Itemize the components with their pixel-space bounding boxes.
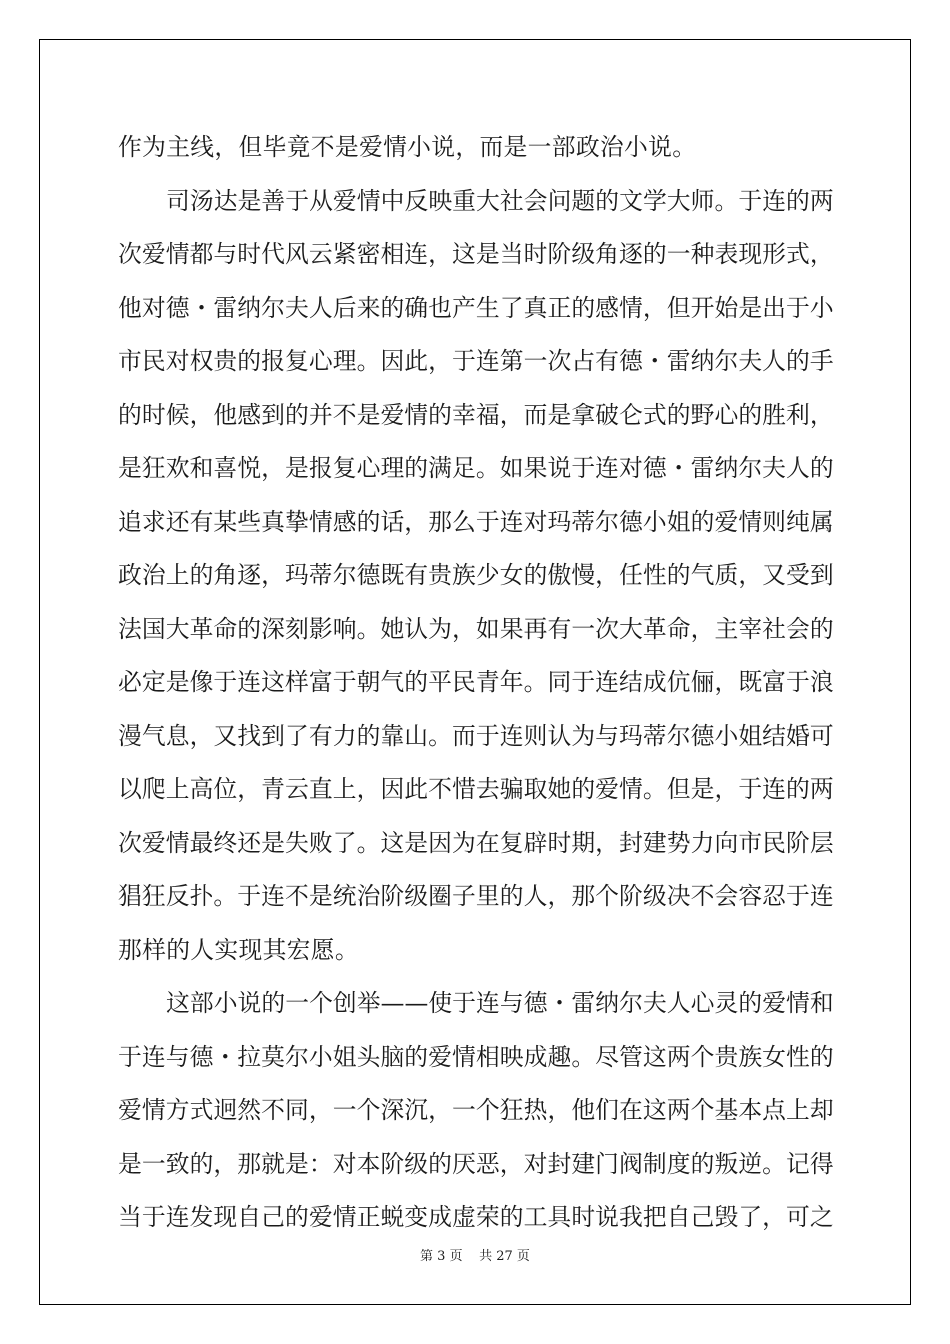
text-line: 次爱情都与时代风云紧密相连，这是当时阶级角逐的一种表现形式， bbox=[118, 240, 834, 268]
text-line: 次爱情最终还是失败了。这是因为在复辟时期，封建势力向市民阶层 bbox=[118, 828, 834, 857]
text-line: 猖狂反扑。于连不是统治阶级圈子里的人，那个阶级决不会容忍于连 bbox=[118, 882, 834, 910]
page-number: 第 3 页 bbox=[420, 1249, 463, 1264]
text-line: 司汤达是善于从爱情中反映重大社会问题的文学大师。于连的两 bbox=[166, 186, 834, 215]
text-line: 的时候，他感到的并不是爱情的幸福，而是拿破仑式的野心的胜利， bbox=[118, 400, 834, 429]
text-line: 是一致的，那就是：对本阶级的厌恶，对封建门阀制度的叛逆。记得 bbox=[118, 1149, 834, 1178]
text-line: 是狂欢和喜悦，是报复心理的满足。如果说于连对德・雷纳尔夫人的 bbox=[118, 454, 834, 482]
text-line: 作为主线，但毕竟不是爱情小说，而是一部政治小说。 bbox=[118, 133, 697, 161]
text-line: 法国大革命的深刻影响。她认为，如果再有一次大革命，主宰社会的 bbox=[118, 614, 834, 643]
text-line: 市民对权贵的报复心理。因此，于连第一次占有德・雷纳尔夫人的手 bbox=[118, 347, 834, 375]
text-line: 追求还有某些真挚情感的话，那么于连对玛蒂尔德小姐的爱情则纯属 bbox=[118, 507, 834, 536]
text-line: 以爬上高位，青云直上，因此不惜去骗取她的爱情。但是，于连的两 bbox=[118, 775, 834, 803]
text-line: 于连与德・拉莫尔小姐头脑的爱情相映成趣。尽管这两个贵族女性的 bbox=[118, 1042, 834, 1071]
page-total: 共 27 页 bbox=[479, 1249, 530, 1264]
text-line: 漫气息，又找到了有力的靠山。而于连则认为与玛蒂尔德小姐结婚可 bbox=[118, 721, 834, 750]
text-line: 那样的人实现其宏愿。 bbox=[118, 935, 359, 964]
text-line: 爱情方式迥然不同，一个深沉，一个狂热，他们在这两个基本点上却 bbox=[118, 1096, 834, 1124]
text-line: 当于连发现自己的爱情正蜕变成虚荣的工具时说我把自己毁了，可之 bbox=[118, 1203, 834, 1231]
text-line: 政治上的角逐，玛蒂尔德既有贵族少女的傲慢，任性的气质，又受到 bbox=[118, 561, 834, 589]
document-body bbox=[118, 121, 834, 1245]
text-line: 他对德・雷纳尔夫人后来的确也产生了真正的感情，但开始是出于小 bbox=[118, 293, 834, 322]
text-line: 必定是像于连这样富于朝气的平民青年。同于连结成伉俪，既富于浪 bbox=[118, 668, 834, 696]
page-footer bbox=[0, 1245, 950, 1264]
text-line: 这部小说的一个创举——使于连与德・雷纳尔夫人心灵的爱情和 bbox=[166, 989, 834, 1017]
